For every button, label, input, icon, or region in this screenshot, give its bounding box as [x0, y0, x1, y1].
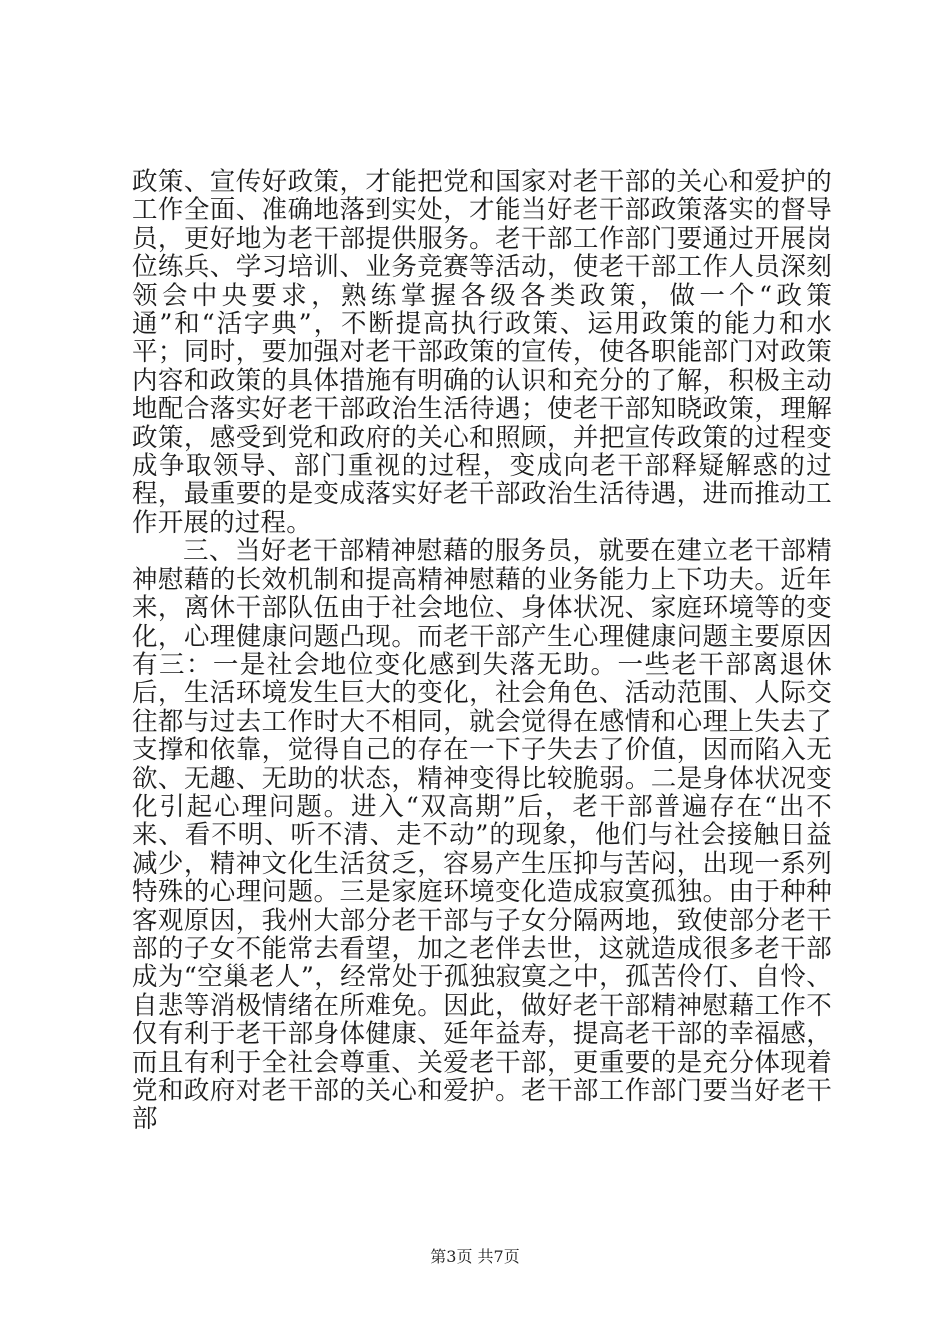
paragraph-policy-continuation: 政策、宣传好政策，才能把党和国家对老干部的关心和爱护的工作全面、准确地落到实处，才能当好老干部政策落实的督导员，更好地为老干部提供服务。老干部工作部门要通过开展岗位练兵、学习培训、业务竞赛等活动，使老干部工作人员深刻领会中央要求，熟练掌握各级各类政策，做一个“政策通”和“活字典”，不断提高执行政策、运用政策的能力和水平；同时，要加强对老干部政策的宣传，使各职能部门对政策内容和政策的具体措施有明确的认识和充分的了解，积极主动地配合落实好老干部政治生活待遇；使老干部知晓政策，理解政策，感受到党和政府的关心和照顾，并把宣传政策的过程变成争取领导、部门重视的过程，变成向老干部释疑解惑的过程，最重要的是变成落实好老干部政治生活待遇，进而推动工作开展的过程。 [132, 167, 832, 538]
paragraph-section-three: 三、当好老干部精神慰藉的服务员，就要在建立老干部精神慰藉的长效机制和提高精神慰藉的业务能力上下功夫。近年来，离休干部队伍由于社会地位、身体状况、家庭环境等的变化，心理健康问题凸现。而老干部产生心理健康问题主要原因有三：一是社会地位变化感到失落无助。一些老干部离退休后，生活环境发生巨大的变化，社会角色、活动范围、人际交往都与过去工作时大不相同，就会觉得在感情和心理上失去了支撑和依靠，觉得自己的存在一下子失去了价值，因而陷入无欲、无趣、无助的状态，精神变得比较脆弱。二是身体状况变化引起心理问题。进入“双高期”后，老干部普遍存在“出不来、看不明、听不清、走不动”的现象，他们与社会接触日益减少，精神文化生活贫乏，容易产生压抑与苦闷，出现一系列特殊的心理问题。三是家庭环境变化造成寂寞孤独。由于种种客观原因，我州大部分老干部与子女分隔两地，致使部分老干部的子女不能常去看望，加之老伴去世，这就造成很多老干部成为“空巢老人”，经常处于孤独寂寞之中，孤苦伶仃、自怜、自悲等消极情绪在所难免。因此，做好老干部精神慰藉工作不仅有利于老干部身体健康、延年益寿，提高老干部的幸福感，而且有利于全社会尊重、关爱老干部，更重要的是充分体现着党和政府对老干部的关心和爱护。老干部工作部门要当好老干部 [132, 536, 832, 1135]
document-body [132, 168, 832, 1134]
page-number-label: 第3页 共7页 [430, 1247, 520, 1266]
page-footer [0, 1247, 950, 1267]
